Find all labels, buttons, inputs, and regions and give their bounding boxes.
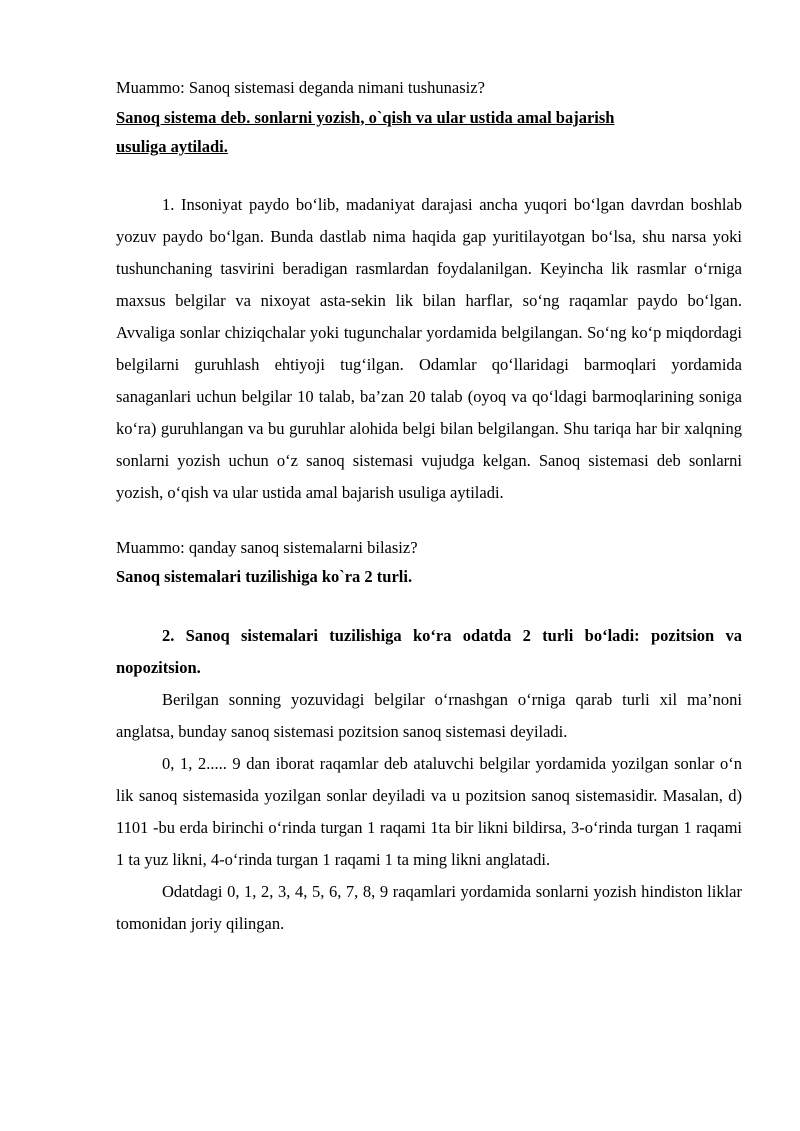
question-2: Muammo: qanday sanoq sistemalarni bilasiz? [116,537,418,557]
answer-1-line-1: Sanoq sistema deb. sonlarni yozish, o`qish va ular ustida amal bajarish [116,107,615,127]
spacer [116,509,742,533]
spacer [116,162,742,189]
answer-1-line-2: usuliga aytiladi. [116,137,228,156]
paragraph-4: 0, 1, 2..... 9 dan iborat raqamlar deb ataluvchi belgilar yordamida yozilgan sonlar o‘n lik sanoq sistemasida yozilgan sonlar deyiladi va u pozitsion sanoq sistemasidir. Masalan, d) 1101 -bu erda birinchi o‘rinda turgan 1 raqami 1ta bir likni bildirsa, 3-o‘rinda turgan 1 raqami 1 ta yuz likni, 4-o‘rinda turgan 1 raqami 1 ta ming likni anglatadi. [116,753,742,869]
paragraph-2-heading: 2. Sanoq sistemalari tuzilishiga ko‘ra odatda 2 turli bo‘ladi: pozitsion va nopozitsion. [116,625,742,677]
question-1: Muammo: Sanoq sistemasi deganda nimani tushunasiz? [116,78,485,97]
paragraph-3: Berilgan sonning yozuvidagi belgilar o‘rnashgan o‘rniga qarab turli xil ma’noni anglatsa, bunday sanoq sistemasi pozitsion sanoq sistemasi deyiladi. [116,689,742,741]
paragraph-1: 1. Insoniyat paydo bo‘lib, madaniyat darajasi ancha yuqori bo‘lgan davrdan boshlab yozuv paydo bo‘lgan. Bunda dastlab nima haqida gap yuritilayotgan bo‘lsa, shu narsa yoki tushunchaning tasvirini beradigan rasmlardan foydalanilgan. Keyincha lik rasmlar o‘rniga maxsus belgilar va nixoyat asta-sekin lik bilan harflar, so‘ng raqamlar paydo bo‘lgan. Avvaliga sonlar chiziqchalar yoki tugunchalar yordamida belgilangan. So‘ng ko‘p miqdordagi belgilarni guruhlash ehtiyoji tug‘ilgan. Odamlar qo‘llaridagi barmoqlari yordamida sanaganlari uchun belgilar 10 talab, ba’zan 20 talab (oyoq va qo‘ldagi barmoqlarining soniga ko‘ra) guruhlangan va bu guruhlar alohida belgi bilan belgilangan. Shu tariqa har bir xalqning sonlarni yozish uchun o‘z sanoq sistemasi vujudga kelgan. Sanoq sistemasi deb sonlarni yozish, o‘qish va ular ustida amal bajarish usuliga aytiladi. [116,194,742,502]
answer-2: Sanoq sistemalari tuzilishiga ko`ra 2 turli. [116,567,413,586]
spacer [116,592,742,620]
paragraph-5: Odatdagi 0, 1, 2, 3, 4, 5, 6, 7, 8, 9 raqamlari yordamida sonlarni yozish hindiston liklar tomonidan joriy qilingan. [116,881,742,933]
document-page [116,73,742,940]
